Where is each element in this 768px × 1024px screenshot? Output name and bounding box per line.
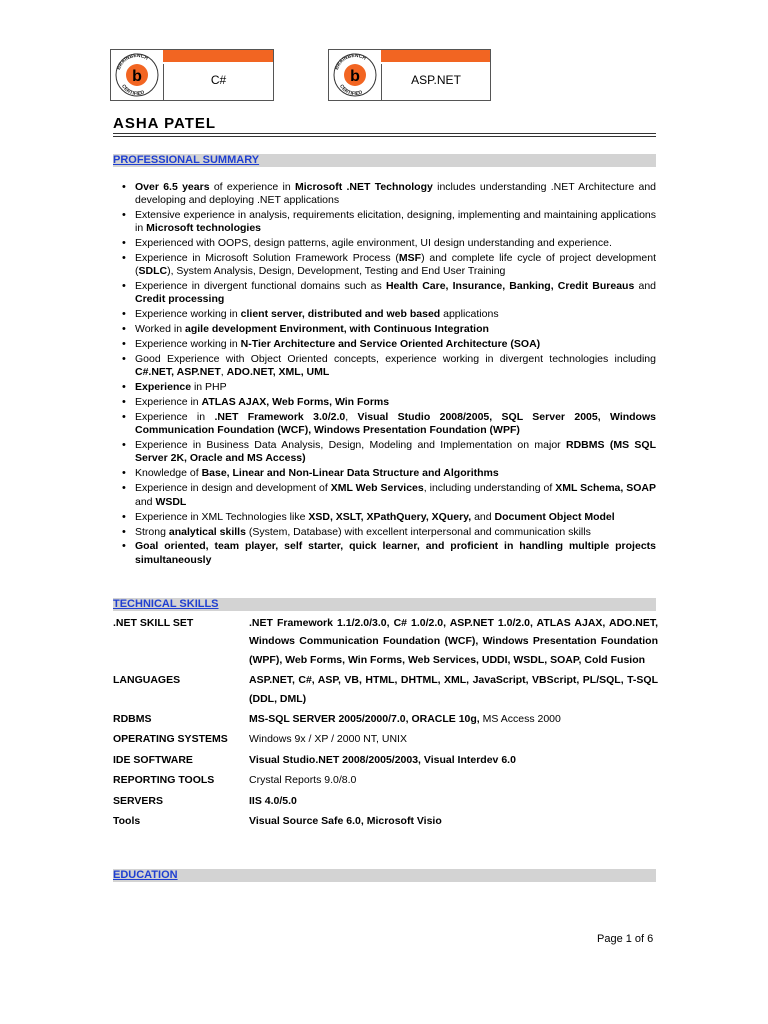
text: and bbox=[471, 510, 495, 523]
skill-value: Windows 9x / XP / 2000 NT, UNIX bbox=[249, 733, 407, 746]
svg-text:BRAINBENCH: BRAINBENCH bbox=[333, 52, 367, 71]
summary-item bbox=[120, 252, 656, 278]
skill-row bbox=[113, 710, 658, 730]
svg-text:BRAINBENCH: BRAINBENCH bbox=[115, 52, 149, 71]
bold-text: N-Tier Architecture and Service Oriented Architecture (SOA) bbox=[240, 338, 541, 351]
bold-text: WSDL bbox=[155, 495, 187, 508]
text: , including understanding of bbox=[423, 482, 556, 495]
bold-text: ATLAS AJAX, Web Forms, Win Forms bbox=[201, 396, 390, 409]
cert-label: C# bbox=[210, 73, 227, 87]
skill-row bbox=[113, 730, 658, 750]
skill-row bbox=[113, 812, 658, 832]
text: Experience in bbox=[135, 396, 202, 409]
cert-orange-band bbox=[163, 50, 273, 62]
summary-item bbox=[120, 467, 656, 480]
text: (System, Database) with excellent interpersonal and communication skills bbox=[245, 525, 591, 538]
summary-item bbox=[120, 237, 656, 250]
skill-value: Crystal Reports 9.0/8.0 bbox=[249, 774, 357, 787]
summary-item bbox=[120, 338, 656, 351]
skill-row bbox=[113, 671, 658, 710]
skill-row bbox=[113, 771, 658, 791]
text: of experience in bbox=[209, 181, 295, 193]
skill-key: REPORTING TOOLS bbox=[113, 774, 215, 787]
summary-item bbox=[120, 511, 656, 524]
cert-label: ASP.NET bbox=[411, 73, 461, 87]
text: Experience in Business Data Analysis, Design, Modeling and Implementation on major bbox=[135, 439, 567, 452]
summary-item bbox=[120, 540, 656, 566]
header-rule-top bbox=[113, 133, 656, 134]
text: applications bbox=[440, 308, 499, 321]
summary-section-title: PROFESSIONAL SUMMARY bbox=[113, 154, 260, 166]
skill-key: RDBMS bbox=[113, 713, 152, 726]
svg-text:CERTIFIED: CERTIFIED bbox=[120, 83, 146, 98]
summary-item bbox=[120, 482, 656, 508]
bold-text: Goal oriented, team player, self starter, quick learner, and proficient in handling multiple projects simultaneously bbox=[135, 540, 656, 566]
text: ) and complete life cycle of project development ( bbox=[135, 252, 656, 278]
bold-text: XML Schema, SOAP bbox=[555, 482, 656, 495]
summary-item bbox=[120, 396, 656, 409]
summary-item bbox=[120, 181, 656, 207]
skill-key: IDE SOFTWARE bbox=[113, 753, 193, 766]
text: Experience working in bbox=[135, 338, 241, 351]
text: and bbox=[634, 280, 656, 293]
text: Experience in XML Technologies like bbox=[135, 510, 309, 523]
brainbench-logo-icon bbox=[329, 50, 381, 100]
education-section-title: EDUCATION bbox=[113, 869, 178, 881]
text: includes understanding .NET Architecture and developing and deploying .NET applications bbox=[135, 181, 657, 207]
text: Knowledge of bbox=[135, 467, 202, 480]
skills-table bbox=[113, 614, 658, 832]
text: in PHP bbox=[191, 381, 227, 394]
bold-text: Experience bbox=[135, 381, 192, 394]
cert-label-box bbox=[381, 64, 490, 100]
skill-key: LANGUAGES bbox=[113, 674, 181, 687]
bold-text: Health Care, Insurance, Banking, Credit Bureaus bbox=[385, 280, 635, 293]
bold-text: Microsoft technologies bbox=[146, 222, 262, 235]
bold-text: Visual Studio 2008/2005, SQL Server 2005, Windows Communication Foundation (WCF), Windows Presentation Foundation (WPF) bbox=[135, 411, 656, 437]
bold-text: MS-SQL SERVER 2005/2000/7.0, ORACLE 10g, bbox=[249, 713, 480, 726]
bold-text: XML Web Services bbox=[330, 482, 424, 495]
skill-row bbox=[113, 751, 658, 771]
skill-value bbox=[249, 710, 658, 730]
skill-value: Visual Source Safe 6.0, Microsoft Visio bbox=[249, 815, 442, 828]
skill-key: OPERATING SYSTEMS bbox=[113, 733, 228, 746]
text: Worked in bbox=[135, 323, 185, 336]
summary-item bbox=[120, 526, 656, 539]
text: Experience in bbox=[135, 411, 215, 424]
skill-value: IIS 4.0/5.0 bbox=[249, 794, 297, 807]
bold-text: Over 6.5 years bbox=[135, 181, 210, 193]
bold-text: .NET Framework 3.0/2.0 bbox=[214, 411, 346, 424]
text: Experience in Microsoft Solution Framework Process ( bbox=[135, 252, 399, 265]
certification-badge-csharp bbox=[110, 49, 274, 101]
summary-list bbox=[120, 181, 656, 569]
skill-value: .NET Framework 1.1/2.0/3.0, C# 1.0/2.0, ASP.NET 1.0/2.0, ATLAS AJAX, ADO.NET, Windows Communication Foundation (WCF), Windows Presentation Foundation (WPF), Web Forms, Win Forms, Web Services, UDDI, WSDL, SOAP, Cold Fusion bbox=[249, 617, 658, 666]
bold-text: SDLC bbox=[138, 265, 168, 278]
skill-value: ASP.NET, C#, ASP, VB, HTML, DHTML, XML, JavaScript, VBScript, PL/SQL, T-SQL (DDL, DML) bbox=[249, 674, 658, 705]
svg-text:CERTIFIED: CERTIFIED bbox=[338, 83, 364, 98]
bold-text: Credit processing bbox=[135, 293, 225, 306]
bold-text: Base, Linear and Non-Linear Data Structure and Algorithms bbox=[201, 467, 499, 480]
bold-text: Document Object Model bbox=[494, 510, 615, 523]
brainbench-logo-icon bbox=[111, 50, 163, 100]
candidate-name: ASHA PATEL bbox=[113, 115, 217, 132]
text: , bbox=[220, 366, 227, 379]
skill-key: SERVERS bbox=[113, 794, 163, 807]
text: and bbox=[135, 495, 156, 508]
summary-item bbox=[120, 308, 656, 321]
svg-text:b: b bbox=[350, 68, 360, 85]
text: Experience in divergent functional domains such as bbox=[135, 280, 386, 293]
bold-text: analytical skills bbox=[168, 525, 246, 538]
bold-text: MSF bbox=[398, 252, 422, 265]
summary-item bbox=[120, 280, 656, 306]
education-section-bar bbox=[113, 869, 656, 882]
bold-text: XSD, XSLT, XPathQuery, XQuery, bbox=[308, 510, 472, 523]
bold-text: Microsoft .NET Technology bbox=[294, 181, 433, 193]
summary-item bbox=[120, 353, 656, 379]
text: MS Access 2000 bbox=[479, 713, 561, 726]
skill-row bbox=[113, 792, 658, 812]
summary-item bbox=[120, 381, 656, 394]
bold-text: RDBMS (MS SQL Server 2K, Oracle and MS Access) bbox=[135, 439, 657, 465]
svg-text:b: b bbox=[132, 68, 142, 85]
header-rule-bottom bbox=[113, 136, 656, 137]
bold-text: ADO.NET, XML, UML bbox=[226, 366, 330, 379]
summary-item bbox=[120, 209, 656, 235]
page-number: Page 1 of 6 bbox=[597, 933, 654, 945]
summary-item bbox=[120, 411, 656, 437]
skill-key: .NET SKILL SET bbox=[113, 617, 194, 629]
summary-item bbox=[120, 439, 656, 465]
skill-key: Tools bbox=[113, 815, 141, 828]
bold-text: agile development Environment, with Continuous Integration bbox=[185, 323, 489, 336]
skill-value: Visual Studio.NET 2008/2005/2003, Visual Interdev 6.0 bbox=[249, 753, 516, 766]
text: Extensive experience in analysis, requirements elicitation, designing, implementing and maintaining applications in bbox=[135, 209, 656, 235]
cert-orange-band bbox=[381, 50, 490, 62]
summary-item bbox=[120, 323, 656, 336]
text: Experience working in bbox=[135, 308, 241, 321]
text: Strong bbox=[135, 525, 169, 538]
bold-text: client server, distributed and web based bbox=[240, 308, 441, 321]
text: ), System Analysis, Design, Development, Testing and End User Training bbox=[167, 265, 506, 278]
text: , bbox=[345, 411, 358, 424]
bold-text: C#.NET, ASP.NET bbox=[135, 366, 221, 379]
skills-section-title: TECHNICAL SKILLS bbox=[113, 598, 219, 610]
text: Good Experience with Object Oriented concepts, experience working in divergent technologies including bbox=[135, 353, 656, 366]
cert-label-box bbox=[163, 64, 273, 100]
certification-badge-aspnet bbox=[328, 49, 491, 101]
text: Experience in design and development of bbox=[135, 482, 331, 495]
skill-row bbox=[113, 614, 658, 671]
text: Experienced with OOPS, design patterns, agile environment, UI design understanding and experience. bbox=[135, 237, 612, 250]
